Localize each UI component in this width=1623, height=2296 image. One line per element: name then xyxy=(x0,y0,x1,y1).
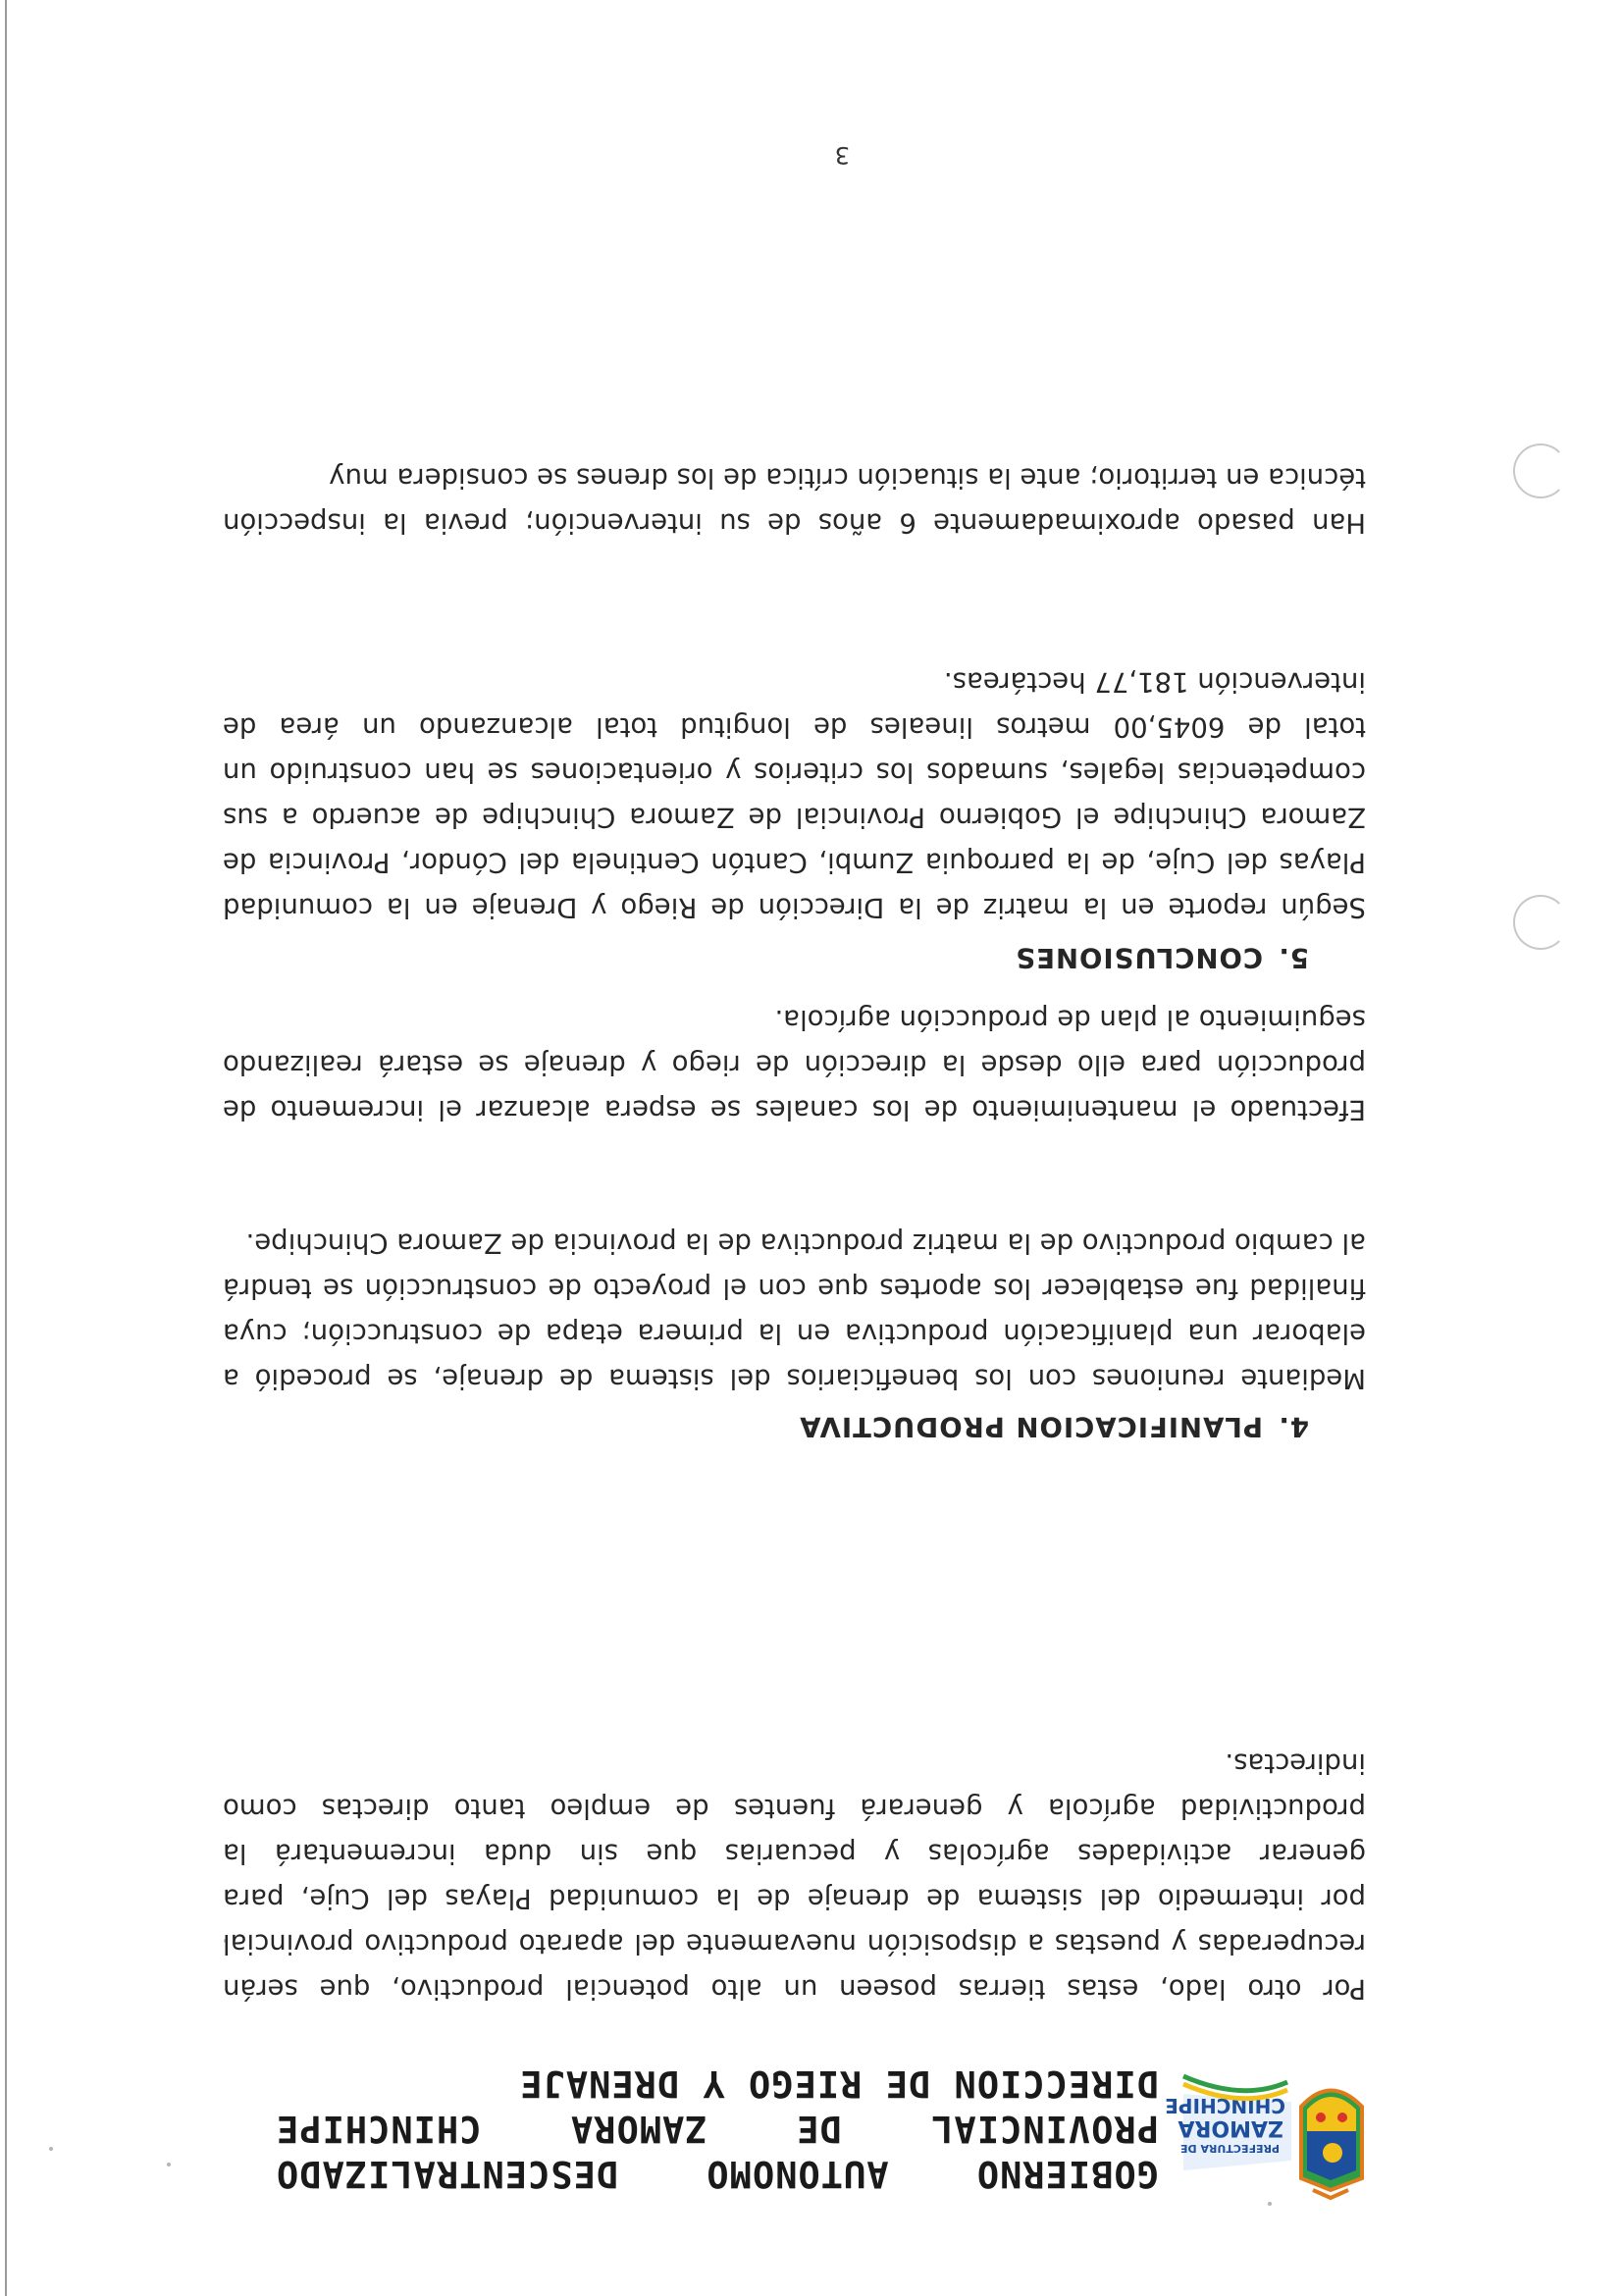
scan-edge-line xyxy=(5,0,7,2296)
scan-speck xyxy=(49,2147,53,2151)
scan-speck xyxy=(1268,2202,1272,2206)
letterhead xyxy=(222,2053,1370,2200)
paragraph-planificacion: Mediante reuniones con los beneficiarios del sistema de drenaje, se procedió a elaborar una planificación productiva en la primera etapa de construcción; cuya finalidad fue establecer los aportes que con el proyecto de construcción se tendrá al cambio productivo de la matriz productiva de la provincia de Zamora Chinchipe. xyxy=(223,1227,1366,1394)
section-4-title: PLANIFICACION PRODUCTIVA xyxy=(799,1411,1263,1442)
section-5-number: 5. xyxy=(1278,942,1309,973)
emblem-shield-icon xyxy=(1301,2091,1362,2199)
paragraph-mantenimiento: Efectuado el mantenimiento de los canales se espera alcanzar el incremento de producción para ello desde la dirección de riego y drenaje se estará realizando seguimiento al plan de producción agrícola. xyxy=(223,1004,1366,1125)
prefecture-logo xyxy=(1165,2058,1370,2200)
institution-title: GOBIERNO AUTONOMO DESCENTRALIZADO PROVINCIAL DE ZAMORA CHINCHIPE DIRECCION DE RIEGO Y DRENAJE xyxy=(276,2062,1159,2195)
punch-hole-mark xyxy=(1513,444,1568,498)
logo-name-line1: ZAMORA xyxy=(1178,2115,1283,2140)
section-4-number: 4. xyxy=(1278,1411,1309,1442)
section-5-title: CONCLUSIONES xyxy=(1015,942,1263,973)
scan-speck xyxy=(167,2163,171,2166)
paragraph-intervencion: Han pasado aproximadamente 6 años de su intervención; previa la inspección técnica en territorio; ante la situación crítica de los drenes se considera muy xyxy=(223,462,1366,539)
paragraph-tierras-potencial: Por otro lado, estas tierras poseen un alto potencial productivo, que serán recuperadas y puestas a disposición nuevamente del aparato productivo provincial por intermedio del sistema de drenaje de la comunidad Playas del Cuje, para generar actividades agrícolas y pecuarias que sin duda incrementará la productividad agrícola y generará fuentes de empleo tanto directas como indirectas. xyxy=(223,1748,1366,2005)
page-number: 3 xyxy=(834,141,850,169)
punch-hole-mark xyxy=(1513,895,1568,950)
logo-prefix-text: PREFECTURA DE xyxy=(1179,2142,1280,2155)
paragraph-reporte-matriz: Según reporte en la matriz de la Dirección de Riego y Drenaje en la comunidad Playas del Cuje, de la parroquia Zumbi, Cantón Centinela del Cóndor, Provincia de Zamora Chinchipe el Gobierno Provincial de Zamora Chinchipe de acuerdo a sus competencias legales, sumados los criterios y orientaciones se han construido un total de 6045,00 metros lineales de longitud total alcanzando un área de intervención 181,77 hectáreas. xyxy=(223,666,1366,923)
logo-name-line2: CHINCHIPE xyxy=(1165,2094,1285,2117)
